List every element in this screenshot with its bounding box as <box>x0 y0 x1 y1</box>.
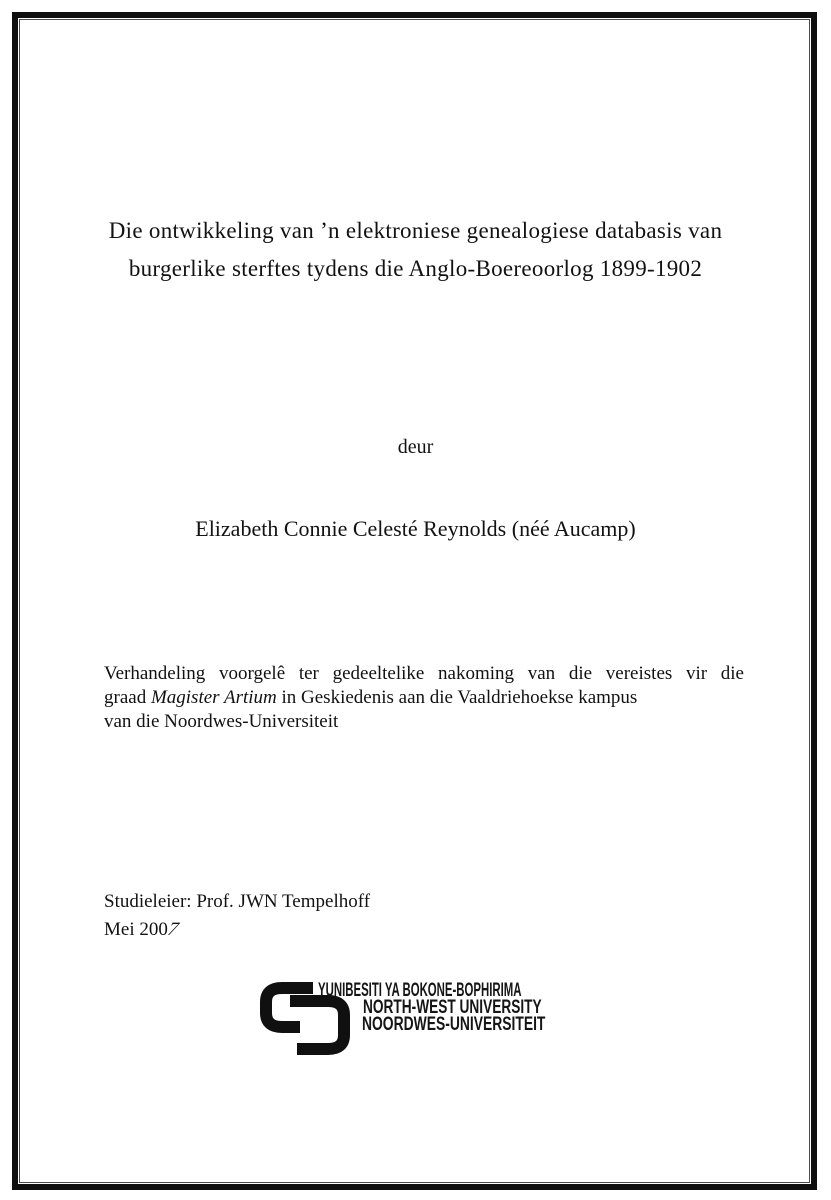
date-prefix: Mei 200 <box>104 919 168 940</box>
degree-statement-line-2-pre: graad <box>104 687 151 708</box>
thesis-title-line-1: Die ontwikkeling van ’n elektroniese genealogiese databasis van <box>108 218 723 243</box>
degree-statement <box>104 662 744 734</box>
degree-statement-line-1: Verhandeling voorgelê ter gedeeltelike nakoming van die vereistes vir die <box>104 663 744 684</box>
degree-statement-line-2-post: in Geskiedenis aan die Vaaldriehoekse kampus <box>276 687 638 708</box>
supervisor-line: Studieleier: Prof. JWN Tempelhoff <box>104 891 371 912</box>
date-last-digit: 7 <box>163 919 183 940</box>
supervisor-block <box>104 888 370 944</box>
degree-name-italic: Magister Artium <box>150 687 277 708</box>
thesis-title <box>60 212 771 288</box>
university-name-setswana: YUNIBESITI YA BOKONE-BOPHIRIMA <box>318 980 522 1001</box>
author-name: Elizabeth Connie Celesté Reynolds (néé Aucamp) <box>195 516 636 541</box>
date-line <box>104 916 370 944</box>
university-name-english: NORTH-WEST UNIVERSITY <box>363 997 542 1018</box>
byline-deur: deur <box>397 436 434 458</box>
university-name-afrikaans: NOORDWES-UNIVERSITEIT <box>362 1014 546 1035</box>
degree-statement-line-3: van die Noordwes-Universiteit <box>104 711 339 732</box>
thesis-title-line-2: burgerlike sterftes tydens die Anglo-Boereoorlog 1899-1902 <box>128 256 703 281</box>
degree-statement-line-2 <box>104 686 744 710</box>
